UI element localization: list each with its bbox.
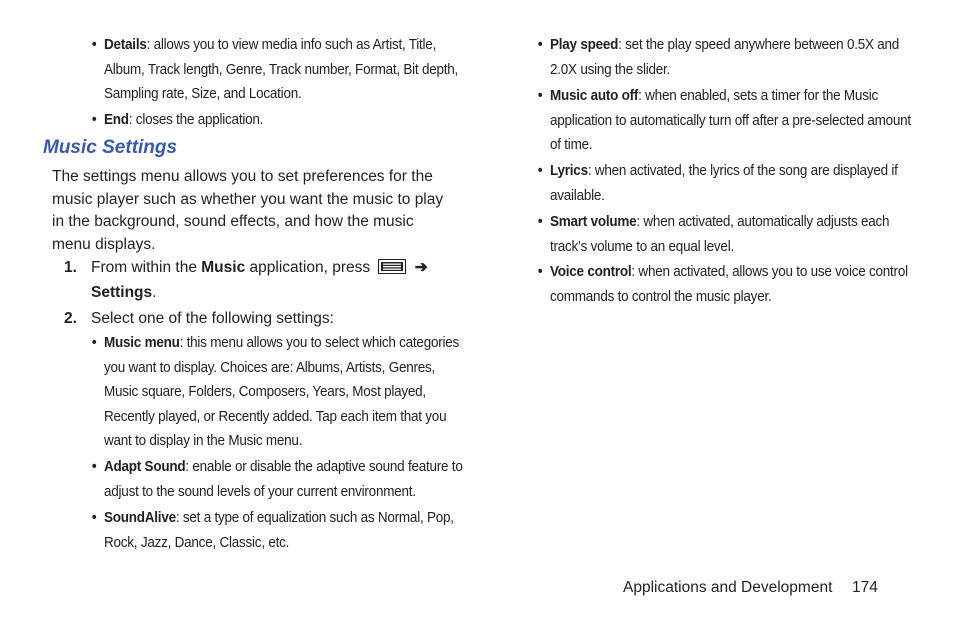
- page-number: 174: [852, 579, 878, 596]
- step-2: 2. Select one of the following settings:: [64, 310, 334, 327]
- bullet-voice-control: • Voice control: when activated, allows you to use voice control commands to control the music player.: [537, 264, 908, 305]
- bullet-details: • Details: allows you to view media info such as Artist, Title, Album, Track length, Genre, Track number, Format, Bit depth, Sampling rate, Size, and Location.: [91, 37, 459, 102]
- bullet-smart-volume: • Smart volume: when activated, automatically adjusts each track’s volume to an equal level.: [537, 214, 890, 255]
- bullet-play-speed: • Play speed: set the play speed anywhere between 0.5X and 2.0X using the slider.: [537, 37, 900, 78]
- bullet-end: • End: closes the application.: [91, 112, 264, 128]
- arrow-icon: ➔: [414, 259, 428, 276]
- bullet-lyrics: • Lyrics: when activated, the lyrics of the song are displayed if available.: [537, 163, 898, 204]
- bullet-music-menu: • Music menu: this menu allows you to select which categories you want to display. Choices are: Albums, Artists, Genres, Music square, Folders, Composers, Years, Most played, Recently played, or Recently added. Tap each item that you want to display in the Music menu.: [91, 335, 460, 449]
- section-intro: The settings menu allows you to set preferences for the music player such as whether you want the music to play in the background, sound effects, and how the music menu displays.: [52, 168, 444, 253]
- footer-chapter-title: Applications and Development: [623, 579, 833, 596]
- step-1: 1. From within the Music application, press ➔ Settings.: [64, 259, 428, 301]
- bullet-soundalive: • SoundAlive: set a type of equalization such as Normal, Pop, Rock, Jazz, Dance, Classic, etc.: [91, 510, 454, 551]
- section-heading: Music Settings: [43, 137, 178, 158]
- bullet-music-auto-off: • Music auto off: when enabled, sets a timer for the Music application to automatically turn off after a pre-selected amount of time.: [537, 88, 911, 153]
- bullet-adapt-sound: • Adapt Sound: enable or disable the adaptive sound feature to adjust to the sound levels of your current environment.: [91, 459, 463, 500]
- menu-key-icon: [378, 259, 406, 274]
